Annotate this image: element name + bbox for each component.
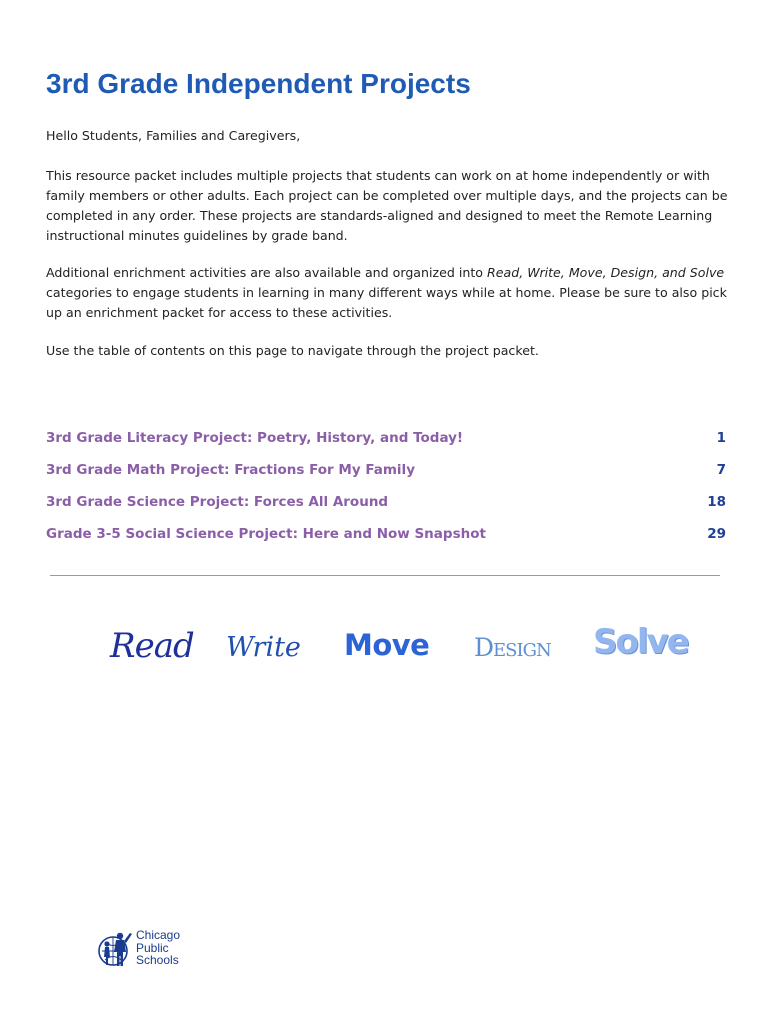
section-divider [50,575,720,576]
read-label: Read [110,626,194,666]
enrichment-paragraph [46,263,730,323]
toc-item-page[interactable]: 29 [707,526,726,542]
logo-line: Public [136,940,169,955]
logo-line: Schools [136,953,179,968]
cps-logo-icon [96,927,136,969]
enrichment-text-end: categories to engage students in learning in many different ways while at home. Please be sure to also pick up an enrichment packet for access to these activities. [46,285,727,320]
cps-logo-text [136,929,180,967]
toc-item-title[interactable]: 3rd Grade Literacy Project: Poetry, History, and Today! [46,430,464,446]
write-label: Write [226,632,301,663]
move-label: Move [344,628,430,662]
page-title: 3rd Grade Independent Projects [46,68,471,99]
intro-paragraph: This resource packet includes multiple projects that students can work on at home independently or with family members or other adults. Each project can be completed over multiple days, and the projects can be completed in any order. These projects are standards-aligned and designed to meet the Remote Learning instructional minutes guidelines by grade band. [46,168,728,243]
toc-item-title[interactable]: 3rd Grade Science Project: Forces All Around [46,494,389,510]
cps-logo [96,926,196,970]
enrichment-text-start: Additional enrichment activities are also available and organized into [46,265,487,280]
solve-label: Solve [593,622,688,662]
greeting-text: Hello Students, Families and Caregivers, [46,128,301,143]
toc-item-literacy[interactable] [46,422,726,454]
toc-item-page[interactable]: 1 [716,430,726,446]
logo-line: Chicago [136,928,181,943]
toc-item-title[interactable]: 3rd Grade Math Project: Fractions For My Family [46,462,415,478]
toc-item-math[interactable] [46,454,726,486]
enrichment-categories: Read, Write, Move, Design, and Solve [487,265,725,280]
toc-item-science[interactable] [46,486,726,518]
toc-item-page[interactable]: 7 [716,462,726,478]
toc-item-page[interactable]: 18 [707,494,726,510]
toc-item-social-science[interactable] [46,518,726,550]
toc-item-title[interactable]: Grade 3-5 Social Science Project: Here and Now Snapshot [46,526,486,542]
navigation-note: Use the table of contents on this page to navigate through the project packet. [46,343,539,358]
table-of-contents [46,422,726,550]
design-label: Design [474,633,551,662]
